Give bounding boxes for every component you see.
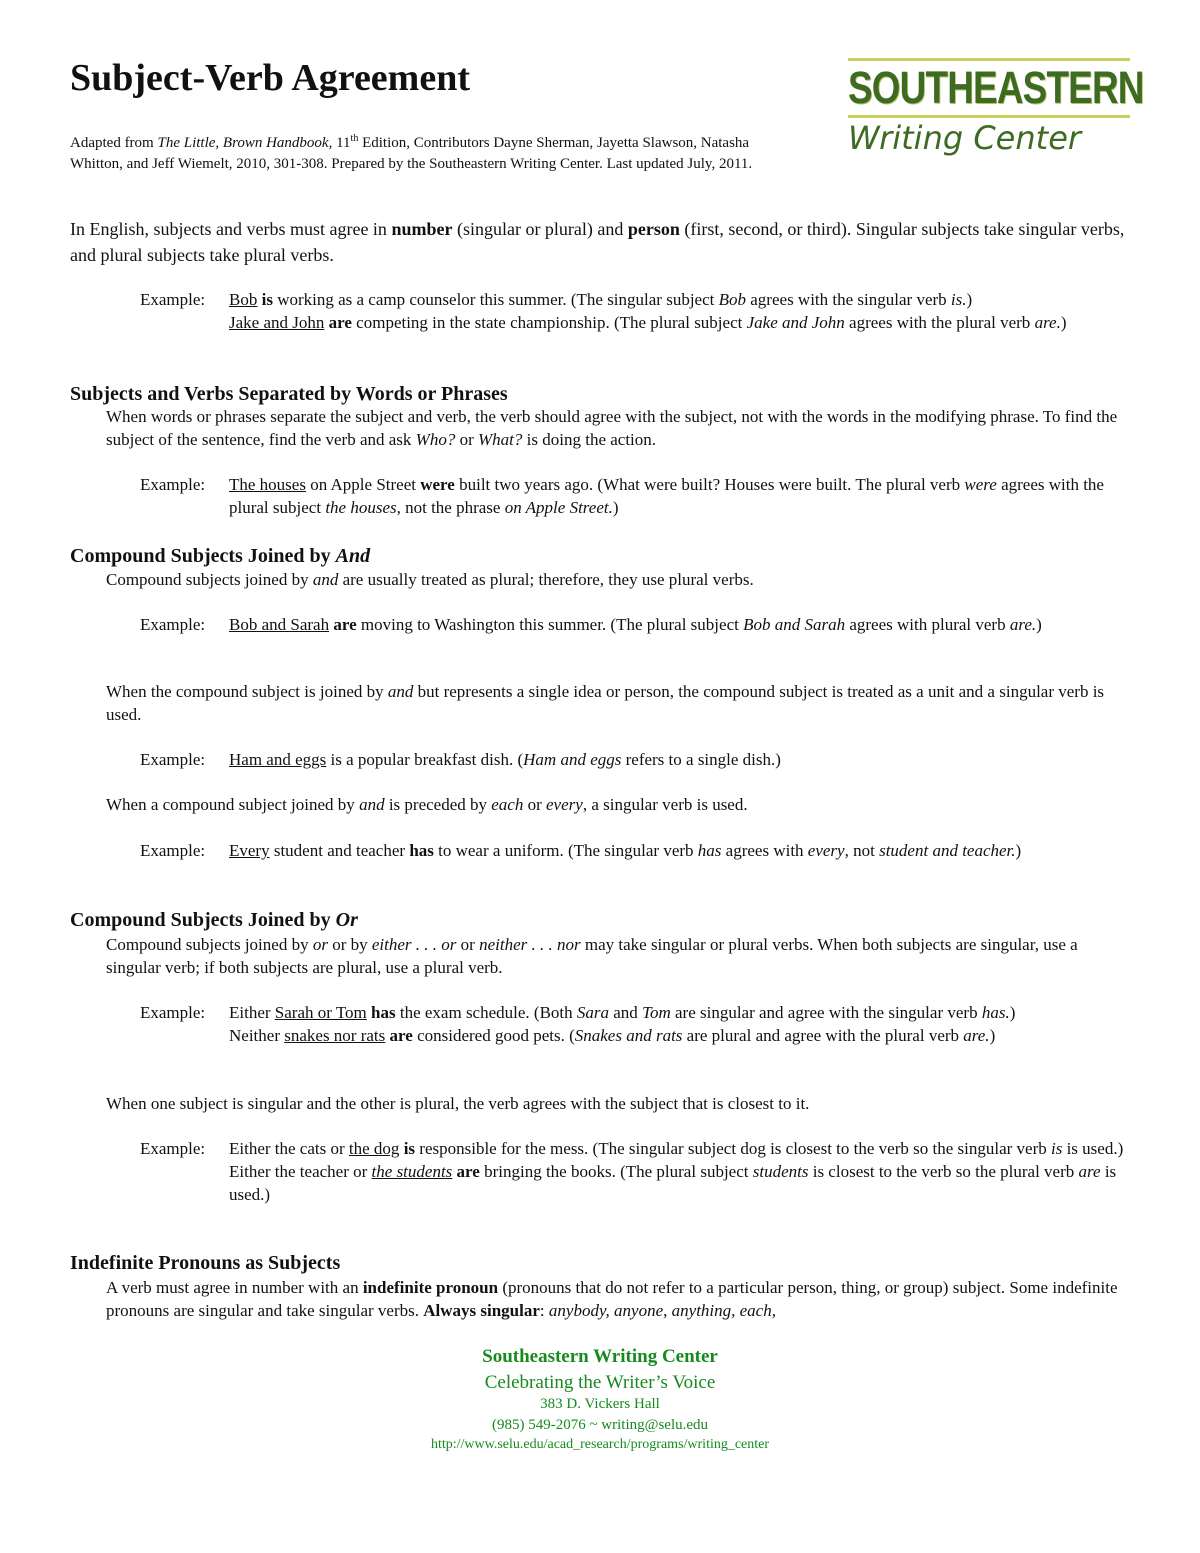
section-paragraph: When one subject is singular and the other is plural, the verb agrees with the subject that is closest to it.: [106, 1094, 810, 1113]
footer-url-link[interactable]: http://www.selu.edu/acad_research/programs/writing_center: [430, 1437, 770, 1452]
example-label: Example:: [140, 475, 206, 494]
example-label: Example:: [140, 841, 206, 860]
example-sentence: Ham and eggs is a popular breakfast dish. (Ham and eggs refers to a single dish.): [229, 750, 781, 769]
section-paragraph: When words or phrases separate the subject and verb, the verb should agree with the subject, not with the words in the modifying phrase. To find the subject of the sentence, find the verb and ask Who? or What? is doing the action.: [106, 407, 1118, 449]
section-paragraph: When a compound subject joined by and is preceded by each or every, a singular verb is used.: [106, 795, 748, 814]
example-label: Example:: [140, 1139, 206, 1158]
section-heading: Compound Subjects Joined by Or: [70, 909, 358, 931]
example-sentence: Jake and John are competing in the state championship. (The plural subject Jake and John agrees with the plural verb are.): [229, 313, 1067, 332]
example-sentence: The houses on Apple Street were built two years ago. (What were built? Houses were built. The plural verb were agrees with the plural subject the houses, not the phrase on Apple Street.): [229, 475, 1104, 517]
section-paragraph: A verb must agree in number with an indefinite pronoun (pronouns that do not refer to a particular person, thing, or group) subject. Some indefinite pronouns are singular and take singular verbs. Always singular: anybody, anyone, anything, each,: [106, 1278, 1118, 1320]
logo-script: Writing Center: [848, 119, 1082, 157]
example-block: [140, 1001, 1134, 1047]
credit-line: Adapted from The Little, Brown Handbook, 11th Edition, Contributors Dayne Sherman, Jayetta Slawson, Natasha Whitton, and Jeff Wiemelt, 2010, 301-308. Prepared by the Southeastern Writing Center. Last updated July, 2011.: [70, 133, 753, 172]
southeastern-logo: [848, 58, 1144, 157]
section-heading: Indefinite Pronouns as Subjects: [70, 1252, 341, 1274]
example-sentence: Bob and Sarah are moving to Washington this summer. (The plural subject Bob and Sarah agrees with plural verb are.): [229, 615, 1042, 634]
section-paragraph: Compound subjects joined by and are usually treated as plural; therefore, they use plural verbs.: [106, 570, 754, 589]
example-block: [140, 1137, 1134, 1206]
section-heading: Subjects and Verbs Separated by Words or Phrases: [70, 383, 508, 405]
example-block: [140, 748, 1134, 771]
section-heading: Compound Subjects Joined by And: [70, 545, 371, 567]
example-block: [140, 473, 1134, 519]
example-sentence: Either the cats or the dog is responsible for the mess. (The singular subject dog is closest to the verb so the singular verb is is used.): [229, 1139, 1124, 1158]
section-paragraph: Compound subjects joined by or or by either . . . or or neither . . . nor may take singular or plural verbs. When both subjects are singular, use a singular verb; if both subjects are plural, use a plural verb.: [106, 935, 1078, 977]
intro-paragraph: In English, subjects and verbs must agree in number (singular or plural) and person (first, second, or third). Singular subjects take singular verbs, and plural subjects take plural verbs.: [70, 219, 1125, 265]
footer-org-name: Southeastern Writing Center: [482, 1346, 718, 1367]
footer-address: 383 D. Vickers Hall: [540, 1396, 660, 1412]
example-sentence: Neither snakes nor rats are considered good pets. (Snakes and rats are plural and agree with the plural verb are.): [229, 1026, 996, 1045]
example-block: [140, 288, 1134, 334]
example-sentence: Either Sarah or Tom has the exam schedule. (Both Sara and Tom are singular and agree with the singular verb has.): [229, 1003, 1016, 1022]
example-block: [140, 839, 1134, 862]
page-title: Subject-Verb Agreement: [70, 57, 470, 99]
example-label: Example:: [140, 750, 206, 769]
section-paragraph: When the compound subject is joined by and but represents a single idea or person, the compound subject is treated as a unit and a singular verb is used.: [106, 682, 1105, 724]
example-block: [140, 613, 1134, 636]
example-label: Example:: [140, 615, 206, 634]
example-sentence: Either the teacher or the students are bringing the books. (The plural subject students is closest to the verb so the plural verb are is used.): [229, 1162, 1117, 1204]
example-label: Example:: [140, 290, 206, 309]
example-sentence: Bob is working as a camp counselor this summer. (The singular subject Bob agrees with the singular verb is.): [229, 290, 973, 309]
example-sentence: Every student and teacher has to wear a uniform. (The singular verb has agrees with every, not student and teacher.): [229, 841, 1022, 860]
logo-wordmark: SOUTHEASTERN: [848, 62, 1144, 113]
footer-contact[interactable]: (985) 549-2076 ~ writing@selu.edu: [491, 1417, 709, 1433]
example-label: Example:: [140, 1003, 206, 1022]
footer-tagline: Celebrating the Writer’s Voice: [484, 1372, 716, 1393]
